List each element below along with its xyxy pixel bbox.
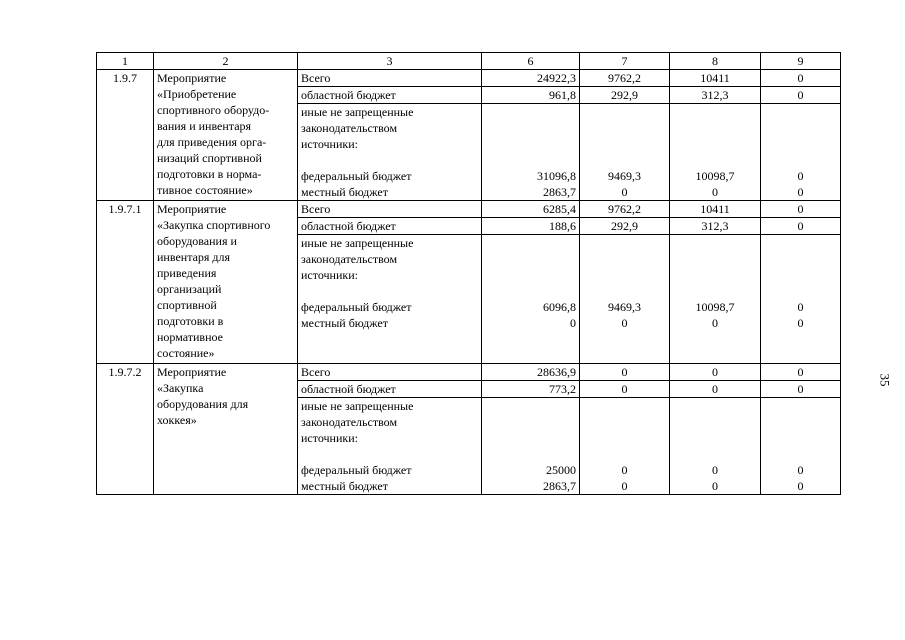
section-name-line: хоккея»: [157, 413, 197, 427]
section-name-line: спортивного оборудо-: [157, 103, 270, 117]
col-header-7: 7: [580, 53, 670, 70]
section-code: 1.9.7.2: [97, 364, 154, 495]
sources-labels: [298, 104, 482, 201]
total-label: Всего: [298, 70, 482, 87]
sources-values-v6: [482, 104, 580, 201]
section-name: [154, 364, 298, 495]
total-value-v8: 0: [670, 364, 761, 381]
section-name-line: подготовки в: [157, 314, 224, 328]
total-value-v9: 0: [761, 70, 841, 87]
total-label: Всего: [298, 364, 482, 381]
section-name-line: оборудования и: [157, 234, 237, 248]
regional-label: областной бюджет: [298, 381, 482, 398]
section-total-row: [97, 70, 841, 87]
col-header-6: 6: [482, 53, 580, 70]
sources-values-v7: [580, 398, 670, 495]
sources-values-v6: [482, 235, 580, 364]
page-number: 35: [877, 373, 893, 387]
sources-values-v9: [761, 398, 841, 495]
local-label: местный бюджет: [301, 316, 388, 330]
sources-values-v8: [670, 104, 761, 201]
section-name-line: нормативное: [157, 330, 223, 344]
other-sources-line: источники:: [301, 431, 358, 445]
total-value-v7: 0: [580, 364, 670, 381]
other-sources-line: источники:: [301, 137, 358, 151]
total-value-v7: 9762,2: [580, 201, 670, 218]
section-name: [154, 201, 298, 364]
total-value-v7: 9762,2: [580, 70, 670, 87]
federal-value-v7: 9469,3: [608, 300, 641, 314]
regional-value-v6: 188,6: [482, 218, 580, 235]
federal-value-v7: 9469,3: [608, 169, 641, 183]
regional-value-v8: 312,3: [670, 87, 761, 104]
federal-value-v8: 10098,7: [695, 300, 735, 314]
federal-value-v8: 10098,7: [695, 169, 735, 183]
col-header-8: 8: [670, 53, 761, 70]
federal-value-v9: 0: [797, 300, 804, 314]
section-name-line: приведения: [157, 266, 217, 280]
regional-label: областной бюджет: [298, 218, 482, 235]
other-sources-line: источники:: [301, 268, 358, 282]
section-name-line: спортивной: [157, 298, 217, 312]
section-name-line: «Приобретение: [157, 87, 237, 101]
federal-value-v8: 0: [712, 463, 718, 477]
regional-value-v9: 0: [761, 218, 841, 235]
local-value-v7: 0: [621, 185, 628, 199]
federal-label: федеральный бюджет: [301, 169, 412, 183]
local-value-v9: 0: [797, 185, 804, 199]
regional-value-v8: 312,3: [670, 218, 761, 235]
total-value-v9: 0: [761, 201, 841, 218]
section-name-line: низаций спортивной: [157, 151, 262, 165]
section-name-line: оборудования для: [157, 397, 249, 411]
sources-values-v9: [761, 104, 841, 201]
regional-value-v7: 0: [580, 381, 670, 398]
total-value-v9: 0: [761, 364, 841, 381]
other-sources-line: иные не запрещенные: [301, 236, 414, 250]
sources-values-v7: [580, 235, 670, 364]
section-name-line: состояние»: [157, 346, 215, 360]
col-header-3: 3: [298, 53, 482, 70]
section-name-line: «Закупка спортивного: [157, 218, 271, 232]
local-value-v7: 0: [621, 316, 628, 330]
local-value-v7: 0: [621, 479, 628, 493]
total-value-v8: 10411: [670, 201, 761, 218]
total-value-v6: 6285,4: [482, 201, 580, 218]
section-name-line: подготовки в норма-: [157, 167, 262, 181]
section-name-line: тивное состояние»: [157, 183, 253, 197]
budget-table: [96, 52, 841, 495]
total-label: Всего: [298, 201, 482, 218]
section-name-line: Мероприятие: [157, 202, 227, 216]
section-name-line: Мероприятие: [157, 365, 227, 379]
federal-value-v6: 31096,8: [537, 169, 576, 183]
section-name-line: организаций: [157, 282, 222, 296]
federal-label: федеральный бюджет: [301, 463, 412, 477]
sources-values-v6: [482, 398, 580, 495]
federal-value-v9: 0: [797, 463, 804, 477]
sources-labels: [298, 235, 482, 364]
section-total-row: [97, 201, 841, 218]
regional-label: областной бюджет: [298, 87, 482, 104]
local-value-v8: 0: [712, 479, 718, 493]
local-value-v6: 2863,7: [543, 479, 576, 493]
regional-value-v9: 0: [761, 87, 841, 104]
regional-value-v7: 292,9: [580, 218, 670, 235]
regional-value-v6: 961,8: [482, 87, 580, 104]
local-value-v6: 0: [570, 316, 576, 330]
sources-values-v8: [670, 235, 761, 364]
sources-values-v7: [580, 104, 670, 201]
other-sources-line: законодательством: [301, 415, 398, 429]
other-sources-line: законодательством: [301, 121, 398, 135]
regional-value-v6: 773,2: [482, 381, 580, 398]
header-row: [97, 53, 841, 70]
col-header-1: 1: [97, 53, 154, 70]
regional-value-v9: 0: [761, 381, 841, 398]
local-value-v9: 0: [797, 316, 804, 330]
federal-value-v9: 0: [797, 169, 804, 183]
section-name: [154, 70, 298, 201]
other-sources-line: иные не запрещенные: [301, 105, 414, 119]
section-name-line: вания и инвентаря: [157, 119, 252, 133]
total-value-v6: 24922,3: [482, 70, 580, 87]
local-value-v8: 0: [712, 185, 718, 199]
other-sources-line: иные не запрещенные: [301, 399, 414, 413]
total-value-v8: 10411: [670, 70, 761, 87]
federal-value-v6: 6096,8: [543, 300, 576, 314]
federal-label: федеральный бюджет: [301, 300, 412, 314]
sources-labels: [298, 398, 482, 495]
regional-value-v7: 292,9: [580, 87, 670, 104]
local-value-v9: 0: [797, 479, 804, 493]
col-header-9: 9: [761, 53, 841, 70]
section-code: 1.9.7.1: [97, 201, 154, 364]
total-value-v6: 28636,9: [482, 364, 580, 381]
other-sources-line: законодательством: [301, 252, 398, 266]
local-value-v8: 0: [712, 316, 718, 330]
section-total-row: [97, 364, 841, 381]
sources-values-v8: [670, 398, 761, 495]
sources-values-v9: [761, 235, 841, 364]
section-name-line: для приведения орга-: [157, 135, 267, 149]
section-name-line: Мероприятие: [157, 71, 227, 85]
local-label: местный бюджет: [301, 479, 388, 493]
federal-value-v7: 0: [621, 463, 628, 477]
section-name-line: инвентаря для: [157, 250, 231, 264]
section-code: 1.9.7: [97, 70, 154, 201]
col-header-2: 2: [154, 53, 298, 70]
federal-value-v6: 25000: [546, 463, 576, 477]
local-label: местный бюджет: [301, 185, 388, 199]
section-name-line: «Закупка: [157, 381, 204, 395]
local-value-v6: 2863,7: [543, 185, 576, 199]
regional-value-v8: 0: [670, 381, 761, 398]
